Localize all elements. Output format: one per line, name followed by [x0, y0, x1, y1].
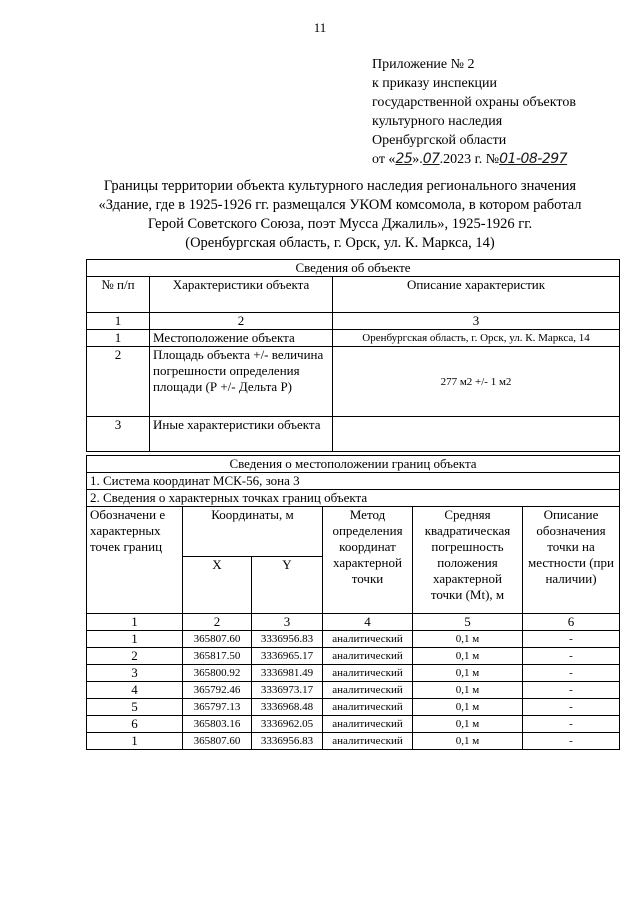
index-cell: 3 — [333, 313, 620, 330]
index-cell: 6 — [523, 614, 620, 631]
title-line-4: (Оренбургская область, г. Орск, ул. К. Маркса, 14) — [185, 235, 495, 251]
characteristic-value: 277 м2 +/- 1 м2 — [333, 347, 620, 417]
point-id: 3 — [87, 665, 183, 682]
coord-y: 3336962.05 — [252, 716, 323, 733]
table-row — [87, 733, 620, 750]
date-mid: ». — [412, 152, 423, 167]
title-line-2: «Здание, где в 1925-1926 гг. размещался УКОМ комсомола, в котором работал — [98, 197, 582, 213]
row-number: 1 — [87, 330, 150, 347]
order-number-handwritten: 01-08-297 — [499, 151, 568, 167]
method: аналитический — [323, 733, 413, 750]
appendix-header — [372, 55, 576, 169]
col-header-x: X — [183, 557, 252, 614]
error: 0,1 м — [413, 682, 523, 699]
table-row — [87, 330, 620, 347]
coord-x: 365803.16 — [183, 716, 252, 733]
characteristic-name: Иные характеристики объекта — [150, 417, 333, 452]
coord-x: 365807.60 — [183, 733, 252, 750]
point-id: 1 — [87, 631, 183, 648]
error: 0,1 м — [413, 631, 523, 648]
point-description: - — [523, 733, 620, 750]
characteristic-name: Местоположение объекта — [150, 330, 333, 347]
page-number: 11 — [313, 20, 327, 35]
point-id: 5 — [87, 699, 183, 716]
characteristic-value — [333, 417, 620, 452]
point-id: 1 — [87, 733, 183, 750]
coord-x: 365797.13 — [183, 699, 252, 716]
col-header-error: Средняя квадратическая погрешность положения характерной точки (Mt), м — [413, 507, 523, 614]
table-row — [87, 716, 620, 733]
table-row — [87, 417, 620, 452]
error: 0,1 м — [413, 665, 523, 682]
point-id: 2 — [87, 648, 183, 665]
appendix-line-4: культурного наследия — [372, 114, 503, 129]
object-info-table — [86, 259, 620, 452]
error: 0,1 м — [413, 733, 523, 750]
error: 0,1 м — [413, 648, 523, 665]
appendix-line-1: Приложение № 2 — [372, 57, 475, 72]
error: 0,1 м — [413, 716, 523, 733]
appendix-line-2: к приказу инспекции — [372, 76, 498, 91]
col-header-location-description: Описание обозначения точки на местности (при наличии) — [523, 507, 620, 614]
table-row — [87, 699, 620, 716]
characteristic-value: Оренбургская область, г. Орск, ул. К. Маркса, 14 — [333, 330, 620, 347]
table-row — [87, 347, 620, 417]
coord-x: 365807.60 — [183, 631, 252, 648]
title-line-1: Границы территории объекта культурного наследия регионального значения — [103, 178, 577, 194]
date-prefix: от « — [372, 152, 396, 167]
location-table — [86, 455, 620, 507]
method: аналитический — [323, 631, 413, 648]
row-number: 3 — [87, 417, 150, 452]
object-info-section-title: Сведения об объекте — [87, 260, 620, 277]
coordinate-system: 1. Система координат МСК-56, зона 3 — [87, 473, 620, 490]
document-title — [40, 177, 640, 253]
table-row — [87, 631, 620, 648]
point-description: - — [523, 682, 620, 699]
table-row — [87, 648, 620, 665]
index-cell: 5 — [413, 614, 523, 631]
appendix-date-line — [372, 150, 576, 169]
coord-y: 3336956.83 — [252, 733, 323, 750]
coord-y: 3336965.17 — [252, 648, 323, 665]
point-description: - — [523, 648, 620, 665]
index-cell: 4 — [323, 614, 413, 631]
characteristic-name: Площадь объекта +/- величина погрешности определения площади (Р +/- Дельта Р) — [150, 347, 333, 417]
point-description: - — [523, 631, 620, 648]
coord-y: 3336981.49 — [252, 665, 323, 682]
col-header-coordinates: Координаты, м — [183, 507, 323, 557]
method: аналитический — [323, 699, 413, 716]
appendix-line-3: государственной охраны объектов — [372, 95, 576, 110]
index-cell: 2 — [183, 614, 252, 631]
table-row — [87, 665, 620, 682]
error: 0,1 м — [413, 699, 523, 716]
index-cell: 2 — [150, 313, 333, 330]
col-header-designation: Обозначени е характерных точек границ — [87, 507, 183, 614]
table-row — [87, 682, 620, 699]
points-title: 2. Сведения о характерных точках границ объекта — [87, 490, 620, 507]
date-month-handwritten: 07 — [422, 151, 440, 167]
coord-x: 365800.92 — [183, 665, 252, 682]
date-year: .2023 г. № — [439, 152, 500, 167]
point-description: - — [523, 716, 620, 733]
index-cell: 3 — [252, 614, 323, 631]
coord-y: 3336956.83 — [252, 631, 323, 648]
coord-x: 365817.50 — [183, 648, 252, 665]
location-section-title: Сведения о местоположении границ объекта — [87, 456, 620, 473]
coord-y: 3336973.17 — [252, 682, 323, 699]
method: аналитический — [323, 665, 413, 682]
point-description: - — [523, 699, 620, 716]
index-cell: 1 — [87, 313, 150, 330]
coord-y: 3336968.48 — [252, 699, 323, 716]
method: аналитический — [323, 682, 413, 699]
index-cell: 1 — [87, 614, 183, 631]
date-day-handwritten: 25 — [395, 151, 413, 167]
method: аналитический — [323, 648, 413, 665]
row-number: 2 — [87, 347, 150, 417]
col-header-y: Y — [252, 557, 323, 614]
method: аналитический — [323, 716, 413, 733]
col-header-characteristics: Характеристики объекта — [150, 277, 333, 313]
col-header-description: Описание характеристик — [333, 277, 620, 313]
col-header-method: Метод определения координат характерной точки — [323, 507, 413, 614]
point-id: 6 — [87, 716, 183, 733]
coord-x: 365792.46 — [183, 682, 252, 699]
point-description: - — [523, 665, 620, 682]
appendix-line-5: Оренбургской области — [372, 133, 507, 148]
title-line-3: Герой Советского Союза, поэт Мусса Джалиль», 1925-1926 гг. — [147, 216, 533, 232]
point-id: 4 — [87, 682, 183, 699]
points-table — [86, 506, 620, 750]
col-header-number: № п/п — [87, 277, 150, 313]
